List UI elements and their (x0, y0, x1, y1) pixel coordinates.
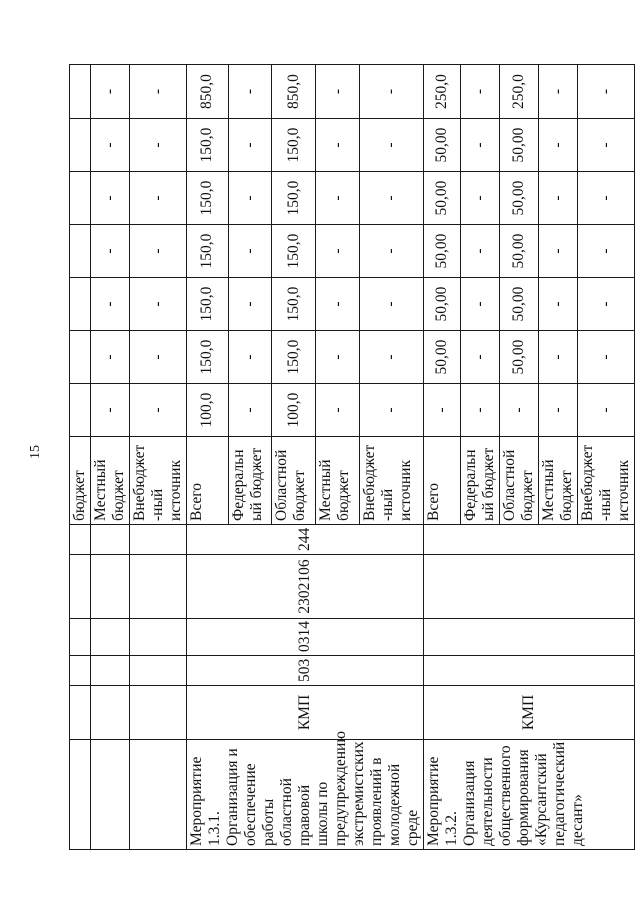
amount-cell (70, 225, 91, 278)
amount-cell: - (228, 172, 272, 225)
funding-source-cell: Местный бюджет (539, 437, 578, 525)
amount-cell: 850,0 (187, 65, 229, 119)
amount-cell: - (91, 65, 130, 119)
amount-cell: - (130, 225, 187, 278)
amount-cell: 50,00 (500, 331, 539, 384)
amount-cell: - (228, 384, 272, 437)
section-code-cell (91, 619, 130, 656)
table-row (187, 65, 229, 850)
amount-cell: - (578, 278, 635, 331)
amount-cell: - (461, 225, 500, 278)
funding-source-cell: Внебюджет-ный источник (359, 437, 423, 525)
grbs-code-cell (130, 656, 187, 686)
activity-name-cell: Мероприятие 1.3.2. Организация деятельности общественного формирования «Курсантский педагогический десант» (424, 740, 635, 850)
amount-cell: 150,0 (272, 225, 316, 278)
amount-cell: 50,00 (424, 331, 461, 384)
amount-cell: - (316, 384, 360, 437)
amount-cell (70, 331, 91, 384)
amount-cell: 50,00 (500, 278, 539, 331)
activity-name-cell (70, 740, 91, 850)
expense-type-cell (70, 525, 91, 555)
grbs-code-cell (91, 656, 130, 686)
section-code-cell (424, 619, 635, 656)
amount-cell: - (359, 172, 423, 225)
expense-type-cell: 244 (187, 525, 424, 555)
amount-cell: 150,0 (187, 172, 229, 225)
table-body (70, 65, 635, 850)
amount-cell: 50,00 (424, 225, 461, 278)
amount-cell: - (539, 65, 578, 119)
amount-cell: 150,0 (272, 119, 316, 172)
amount-cell: 150,0 (187, 278, 229, 331)
amount-cell: 50,00 (424, 278, 461, 331)
amount-cell: - (316, 278, 360, 331)
amount-cell: - (91, 331, 130, 384)
funding-source-cell: Областной бюджет (500, 437, 539, 525)
amount-cell: - (500, 384, 539, 437)
funding-source-cell: Федеральный бюджет (228, 437, 272, 525)
responsible-cell (130, 686, 187, 740)
amount-cell: - (359, 119, 423, 172)
amount-cell: - (578, 65, 635, 119)
amount-cell: 150,0 (187, 225, 229, 278)
amount-cell: - (228, 331, 272, 384)
table-row (130, 65, 187, 850)
amount-cell: 50,00 (424, 119, 461, 172)
funding-source-cell: Всего (187, 437, 229, 525)
amount-cell: - (316, 225, 360, 278)
amount-cell: - (539, 172, 578, 225)
grbs-code-cell: 503 (187, 656, 424, 686)
activity-name-cell (130, 740, 187, 850)
page-number: 15 (28, 445, 43, 459)
amount-cell: - (130, 331, 187, 384)
amount-cell (70, 65, 91, 119)
table-row (91, 65, 130, 850)
responsible-cell: КМП (424, 686, 635, 740)
expense-type-cell (424, 525, 635, 555)
amount-cell: - (359, 278, 423, 331)
amount-cell: - (91, 119, 130, 172)
expense-type-cell (91, 525, 130, 555)
amount-cell: 100,0 (187, 384, 229, 437)
funding-source-cell: бюджет (70, 437, 91, 525)
funding-source-cell: Всего (424, 437, 461, 525)
rotated-page (69, 65, 634, 850)
amount-cell: - (316, 331, 360, 384)
amount-cell: - (228, 119, 272, 172)
amount-cell: - (578, 384, 635, 437)
amount-cell: - (578, 172, 635, 225)
target-article-cell (424, 555, 635, 619)
amount-cell: - (539, 119, 578, 172)
amount-cell: 150,0 (272, 278, 316, 331)
amount-cell: 50,00 (500, 225, 539, 278)
amount-cell: 850,0 (272, 65, 316, 119)
funding-source-cell: Внебюджет-ный источник (578, 437, 635, 525)
target-article-cell (91, 555, 130, 619)
funding-source-cell: Федеральный бюджет (461, 437, 500, 525)
amount-cell: - (578, 331, 635, 384)
amount-cell: - (91, 172, 130, 225)
amount-cell (70, 384, 91, 437)
table-row (424, 65, 461, 850)
grbs-code-cell (424, 656, 635, 686)
amount-cell: 100,0 (272, 384, 316, 437)
amount-cell: 150,0 (272, 172, 316, 225)
amount-cell: - (316, 119, 360, 172)
amount-cell: - (461, 331, 500, 384)
amount-cell: - (359, 331, 423, 384)
amount-cell: - (359, 384, 423, 437)
amount-cell: - (539, 331, 578, 384)
funding-source-cell: Внебюджет-ный источник (130, 437, 187, 525)
amount-cell: - (130, 384, 187, 437)
amount-cell: 50,00 (500, 119, 539, 172)
amount-cell: - (91, 384, 130, 437)
responsible-cell: КМП (187, 686, 424, 740)
section-code-cell (70, 619, 91, 656)
amount-cell: - (91, 278, 130, 331)
amount-cell (70, 172, 91, 225)
amount-cell: - (228, 65, 272, 119)
amount-cell: 150,0 (272, 331, 316, 384)
activity-name-cell (91, 740, 130, 850)
amount-cell: - (228, 278, 272, 331)
budget-table (69, 64, 635, 850)
amount-cell: 50,00 (424, 172, 461, 225)
funding-source-cell: Областной бюджет (272, 437, 316, 525)
amount-cell: - (91, 225, 130, 278)
amount-cell (70, 278, 91, 331)
amount-cell: - (539, 384, 578, 437)
amount-cell: - (461, 172, 500, 225)
table-row (70, 65, 91, 850)
amount-cell: - (539, 225, 578, 278)
amount-cell: - (130, 172, 187, 225)
amount-cell: - (539, 278, 578, 331)
amount-cell: - (228, 225, 272, 278)
grbs-code-cell (70, 656, 91, 686)
target-article-cell (70, 555, 91, 619)
amount-cell: - (578, 225, 635, 278)
amount-cell: - (461, 119, 500, 172)
amount-cell: - (461, 384, 500, 437)
target-article-cell (130, 555, 187, 619)
amount-cell: - (461, 65, 500, 119)
amount-cell: 150,0 (187, 331, 229, 384)
amount-cell: - (359, 225, 423, 278)
responsible-cell (70, 686, 91, 740)
responsible-cell (91, 686, 130, 740)
amount-cell (70, 119, 91, 172)
section-code-cell: 0314 (187, 619, 424, 656)
amount-cell: - (424, 384, 461, 437)
amount-cell: - (316, 65, 360, 119)
section-code-cell (130, 619, 187, 656)
target-article-cell: 2302106 (187, 555, 424, 619)
amount-cell: 50,00 (500, 172, 539, 225)
amount-cell: 250,0 (500, 65, 539, 119)
amount-cell: - (130, 65, 187, 119)
amount-cell: - (316, 172, 360, 225)
amount-cell: - (130, 278, 187, 331)
amount-cell: - (130, 119, 187, 172)
amount-cell: 250,0 (424, 65, 461, 119)
amount-cell: 150,0 (187, 119, 229, 172)
expense-type-cell (130, 525, 187, 555)
funding-source-cell: Местный бюджет (91, 437, 130, 525)
amount-cell: - (359, 65, 423, 119)
activity-name-cell: Мероприятие 1.3.1. Организация и обеспечение работы областной правовой школы по предупреждению экстремистских проявлений в молодежной среде (187, 740, 424, 850)
amount-cell: - (578, 119, 635, 172)
amount-cell: - (461, 278, 500, 331)
funding-source-cell: Местный бюджет (316, 437, 360, 525)
